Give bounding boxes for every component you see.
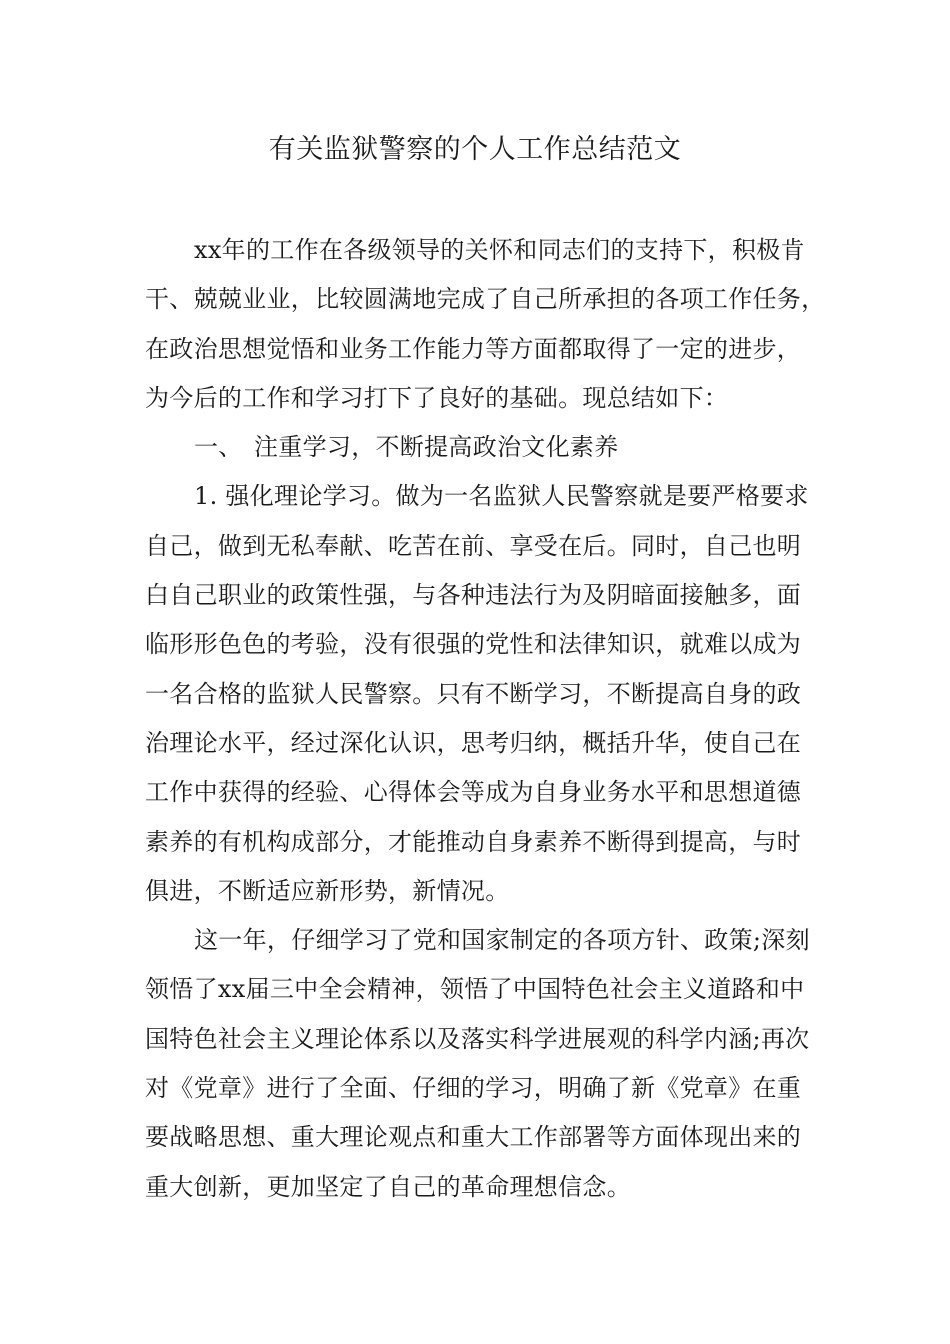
paragraph-line: 自己，做到无私奉献、吃苦在前、享受在后。同时，自己也明 — [145, 531, 802, 560]
paragraph-line: 重大创新，更加坚定了自己的革命理想信念。 — [145, 1172, 631, 1201]
paragraph-line: 领悟了xx届三中全会精神，领悟了中国特色社会主义道路和中 — [145, 975, 805, 1004]
section-heading-text: 注重学习，不断提高政治文化素养 — [254, 433, 619, 462]
document-body — [145, 226, 825, 1212]
paragraph-line: xx年的工作在各级领导的关怀和同志们的支持下，积极肯 — [194, 236, 805, 264]
paragraph-line: 一名合格的监狱人民警察。只有不断学习，不断提高自身的政 — [145, 679, 802, 708]
paragraph-line: 这一年，仔细学习了党和国家制定的各项方针、政策;深刻 — [194, 926, 810, 955]
paragraph-line: 治理论水平，经过深化认识，思考归纳，概括升华，使自己在 — [145, 728, 802, 757]
paragraph-line: 工作中获得的经验、心得体会等成为自身业务水平和思想道德 — [145, 778, 802, 807]
paragraph-line: 俱进，不断适应新形势，新情况。 — [145, 876, 510, 905]
paragraph-line: 在政治思想觉悟和业务工作能力等方面都取得了一定的进步， — [145, 334, 802, 363]
paragraph-line: 白自己职业的政策性强，与各种违法行为及阴暗面接触多，面 — [145, 581, 802, 610]
paragraph-line: 临形形色色的考验，没有很强的党性和法律知识，就难以成为 — [145, 630, 802, 659]
paragraph-line: 干、兢兢业业，比较圆满地完成了自己所承担的各项工作任务， — [145, 285, 826, 314]
paragraph-line: 国特色社会主义理论体系以及落实科学进展观的科学内涵;再次 — [145, 1024, 810, 1053]
paragraph-line: 1. 强化理论学习。做为一名监狱人民警察就是要严格要求 — [194, 482, 809, 511]
paragraph-line: 素养的有机构成部分，才能推动自身素养不断得到提高，与时 — [145, 827, 802, 856]
section-heading — [145, 423, 825, 472]
document-title: 有关监狱警察的个人工作总结范文 — [268, 134, 682, 165]
paragraph-line: 要战略思想、重大理论观点和重大工作部署等方面体现出来的 — [145, 1123, 802, 1152]
section-heading-number: 一、 — [194, 433, 243, 462]
paragraph-line: 对《党章》进行了全面、仔细的学习，明确了新《党章》在重 — [145, 1074, 802, 1103]
paragraph-line: 为今后的工作和学习打下了良好的基础。现总结如下： — [145, 383, 729, 412]
